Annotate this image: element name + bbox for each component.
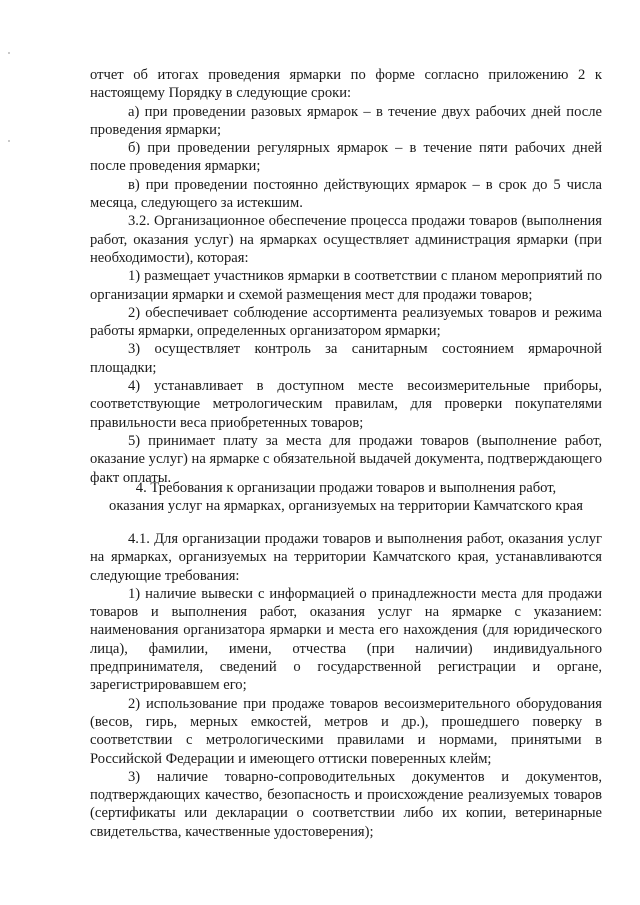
paragraph-requirement-3: 3) наличие товарно-сопроводительных документов и документов, подтверждающих качество, безопасность и происхождение реализуемых товаров (сертификаты или декларации о соответствии либо их копии, ветеринарные свидетельства, качественные удостоверения); (90, 768, 602, 840)
paragraph-admin-duty-4: 4) устанавливает в доступном месте весоизмерительные приборы, соответствующие метрологическим правилам, для проверки покупателями правильности веса приобретенных товаров; (90, 378, 602, 431)
scan-artifact (8, 52, 10, 54)
paragraph-requirement-2: 2) использование при продаже товаров весоизмерительного оборудования (весов, гирь, мерных емкостей, метров и др.), прошедшего поверку в соответствии с метрологическими правилами и нормами, принятыми в Российской Федерации и имеющего оттиски поверенных клейм; (90, 695, 602, 767)
paragraph-admin-duty-5: 5) принимает плату за места для продажи товаров (выполнение работ, оказание услуг) на ярмарке с обязательной выдачей документа, подтверждающего факт оплаты. (90, 432, 602, 486)
paragraph-4-1: 4.1. Для организации продажи товаров и выполнения работ, оказания услуг на ярмарках, организуемых на территории Камчатского края, устанавливаются следующие требования: (90, 531, 602, 584)
paragraph-admin-duty-1: 1) размещает участников ярмарки в соответствии с планом мероприятий по организации ярмарки и схемой размещения мест для продажи товаров; (90, 268, 602, 303)
paragraph-3-2: 3.2. Организационное обеспечение процесса продажи товаров (выполнения работ, оказания услуг) на ярмарках осуществляет администрация ярмарки (при необходимости), которая: (90, 213, 602, 266)
paragraph-requirement-1: 1) наличие вывески с информацией о принадлежности места для продажи товаров и выполнения работ, оказания услуг на ярмарке с указанием: наименования организатора ярмарки и места его нахождения (для юридического лица), фамилии, имени, отчества (при наличии) индивидуального предпринимателя, сведений о государственной регистрации и органе, зарегистрировавшем его; (90, 585, 602, 694)
section-4-text (90, 530, 602, 841)
paragraph-admin-duty-3: 3) осуществляет контроль за санитарным состоянием ярмарочной площадки; (90, 341, 602, 376)
section-3-text (90, 66, 602, 487)
paragraph-admin-duty-2: 2) обеспечивает соблюдение ассортимента реализуемых товаров и режима работы ярмарки, определенных организатором ярмарки; (90, 304, 602, 340)
section-heading-line-2: оказания услуг на ярмарках, организуемых на территории Камчатского края (109, 498, 583, 514)
scan-artifact (8, 140, 10, 142)
paragraph-item-c: в) при проведении постоянно действующих ярмарок – в срок до 5 числа месяца, следующего за истекшим. (90, 176, 602, 212)
paragraph-report-deadlines: отчет об итогах проведения ярмарки по форме согласно приложению 2 к настоящему Порядку в следующие сроки: (90, 67, 602, 102)
paragraph-item-b: б) при проведении регулярных ярмарок – в течение пяти рабочих дней после проведения ярмарки; (90, 140, 602, 175)
paragraph-item-a: а) при проведении разовых ярмарок – в течение двух рабочих дней после проведения ярмарки; (90, 103, 602, 138)
section-heading-line-1: 4. Требования к организации продажи товаров и выполнения работ, (135, 480, 557, 496)
